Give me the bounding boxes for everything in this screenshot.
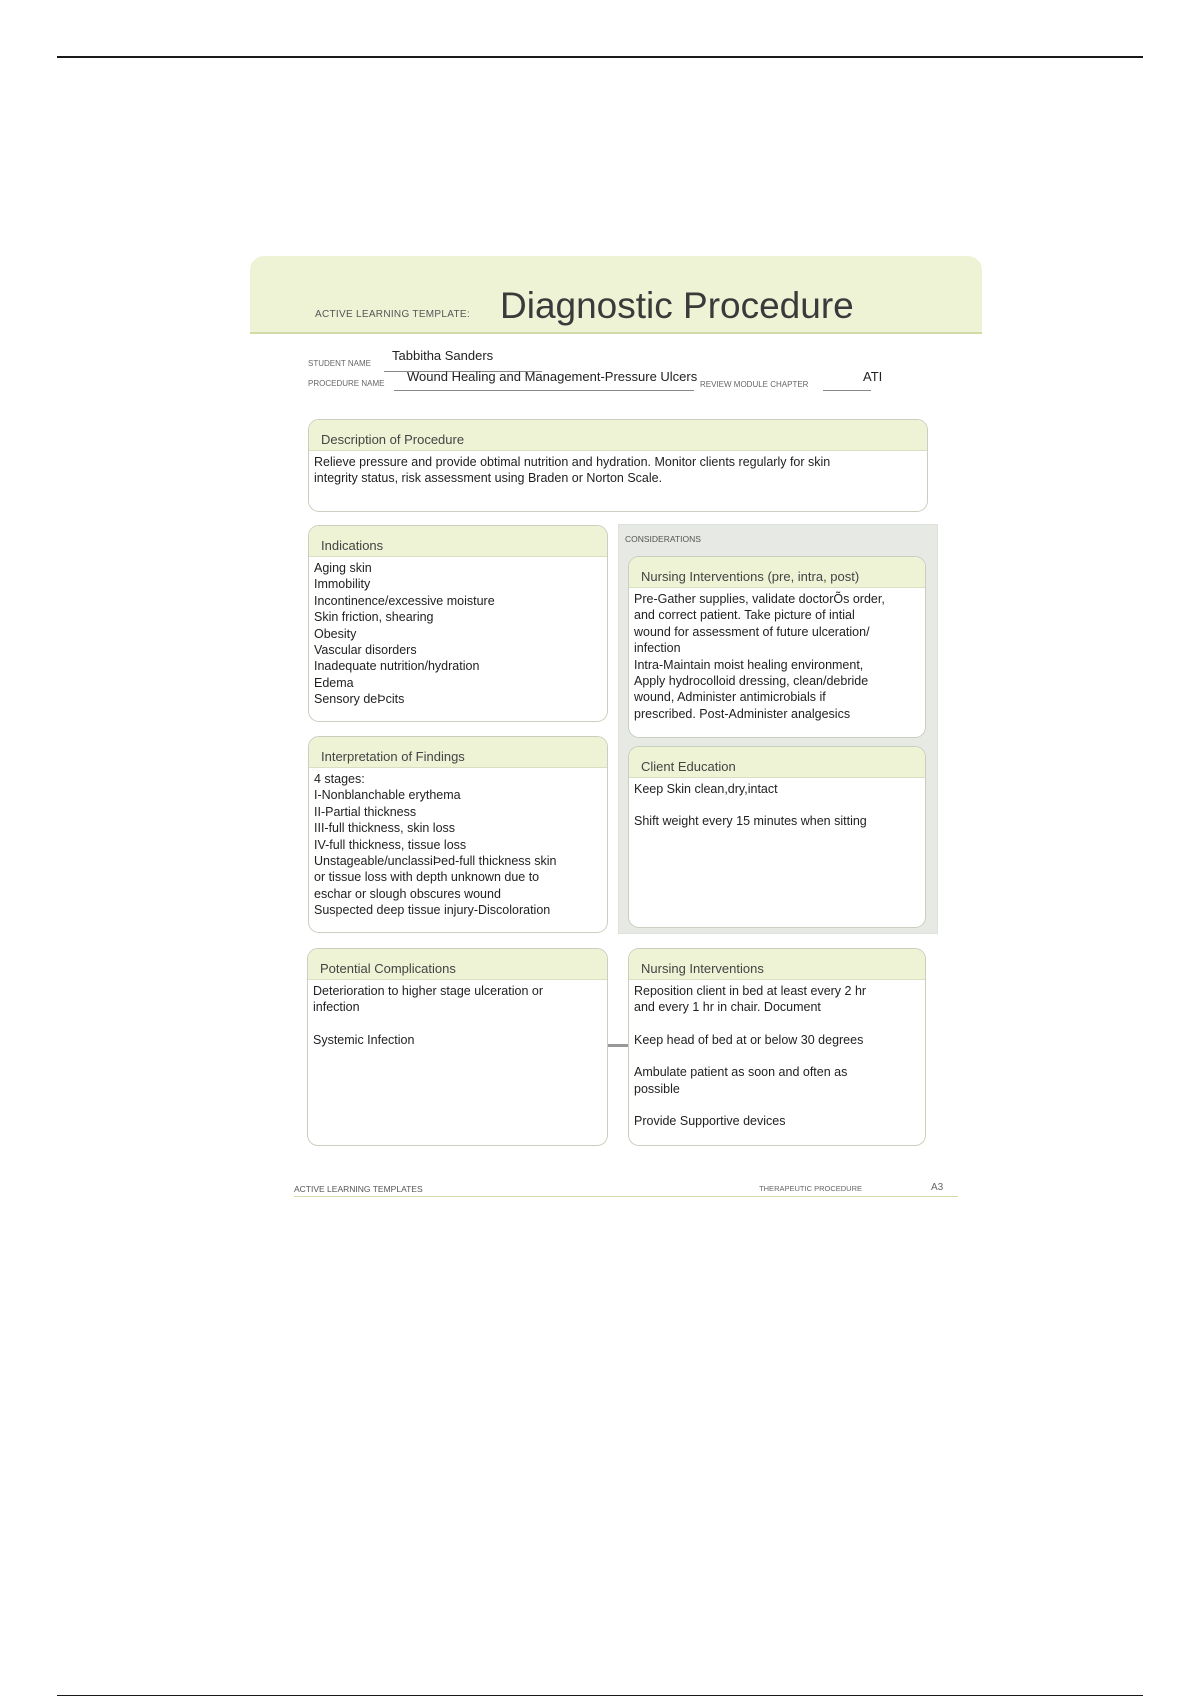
line-gap — [634, 797, 921, 813]
description-body — [309, 451, 927, 487]
indication-item: Inadequate nutrition/hydration — [314, 659, 480, 674]
indications-title: Indications — [309, 526, 607, 557]
client-education-line: Keep Skin clean,dry,intact — [634, 782, 778, 796]
description-box — [308, 419, 928, 512]
nursing-pre-line: wound for assessment of future ulceration/ — [634, 624, 870, 639]
client-education-body — [629, 778, 925, 830]
review-module-line — [823, 390, 871, 391]
nursing-pre-line: Pre-Gather supplies, validate doctorÕs order, — [634, 592, 885, 606]
client-education-line: Shift weight every 15 minutes when sitting — [634, 814, 867, 829]
footer-right-label: THERAPEUTIC PROCEDURE — [759, 1184, 862, 1193]
indication-item: Immobility — [314, 577, 371, 592]
procedure-name-value[interactable]: Wound Healing and Management-Pressure Ulcers — [407, 369, 698, 384]
review-module-value[interactable]: ATI — [863, 369, 883, 384]
client-education-title: Client Education — [629, 747, 925, 778]
complications-title: Potential Complications — [308, 949, 607, 980]
line-gap — [634, 1048, 921, 1064]
interpretation-line: or tissue loss with depth unknown due to — [314, 870, 540, 885]
indications-body — [309, 557, 607, 708]
template-header — [250, 256, 982, 334]
indications-box — [308, 525, 608, 722]
nursing-pre-line: wound, Administer antimicrobials if — [634, 690, 826, 705]
nursing-interventions-title: Nursing Interventions — [629, 949, 925, 980]
interpretation-line: IV-full thickness, tissue loss — [314, 837, 467, 852]
procedure-name-line — [394, 390, 694, 391]
line-gap — [634, 1097, 921, 1113]
complications-body — [308, 980, 607, 1048]
template-label: ACTIVE LEARNING TEMPLATE: — [315, 309, 470, 320]
nursing-intervention-line: Provide Supportive devices — [634, 1114, 786, 1129]
interpretation-line: 4 stages: — [314, 772, 365, 786]
top-rule — [57, 56, 1143, 58]
nursing-intervention-line: possible — [634, 1081, 680, 1096]
student-name-label: STUDENT NAME — [308, 359, 371, 368]
indication-item: Aging skin — [314, 561, 372, 575]
footer-page-number: A3 — [931, 1182, 944, 1193]
nursing-pre-intra-post-box — [628, 556, 926, 738]
nursing-interventions-body — [629, 980, 925, 1129]
footer-rule — [294, 1196, 958, 1197]
indication-item: Sensory deÞcits — [314, 692, 405, 707]
nursing-interventions-box — [628, 948, 926, 1146]
nursing-intervention-line: Keep head of bed at or below 30 degrees — [634, 1032, 864, 1047]
bottom-rule — [57, 1695, 1143, 1696]
nursing-intervention-line: Ambulate patient as soon and often as — [634, 1065, 848, 1080]
client-education-box — [628, 746, 926, 928]
interpretation-line: Suspected deep tissue injury-Discoloration — [314, 903, 551, 918]
interpretation-line: eschar or slough obscures wound — [314, 886, 501, 901]
interpretation-line: I-Nonblanchable erythema — [314, 788, 461, 803]
nursing-intervention-line: and every 1 hr in chair. Document — [634, 1000, 821, 1015]
student-name-value[interactable]: Tabbitha Sanders — [392, 348, 494, 363]
review-module-label: REVIEW MODULE CHAPTER — [700, 380, 809, 389]
connector-line — [608, 1044, 630, 1047]
indication-item: Vascular disorders — [314, 643, 417, 658]
template-sheet — [250, 256, 982, 1202]
nursing-intervention-line: Reposition client in bed at least every 2 hr — [634, 984, 867, 998]
line-gap — [634, 1016, 921, 1032]
indication-item: Skin friction, shearing — [314, 610, 434, 625]
interpretation-line: II-Partial thickness — [314, 804, 417, 819]
line-gap — [313, 1016, 603, 1032]
interpretation-box — [308, 736, 608, 933]
nursing-pre-line: and correct patient. Take picture of intial — [634, 608, 855, 623]
interpretation-line: Unstageable/unclassiÞed-full thickness skin — [314, 854, 557, 869]
footer-left-label: ACTIVE LEARNING TEMPLATES — [294, 1184, 423, 1194]
complications-box — [307, 948, 608, 1146]
template-title: Diagnostic Procedure — [500, 285, 854, 326]
nursing-pre-line: infection — [634, 641, 681, 656]
complication-line: infection — [313, 1000, 360, 1015]
interpretation-title: Interpretation of Findings — [309, 737, 607, 768]
interpretation-body — [309, 768, 607, 919]
nursing-pre-intra-post-title: Nursing Interventions (pre, intra, post) — [629, 557, 925, 588]
indication-item: Obesity — [314, 626, 357, 641]
description-line: Relieve pressure and provide obtimal nutrition and hydration. Monitor clients regularly for skin — [314, 455, 831, 469]
complication-line: Deterioration to higher stage ulceration or — [313, 984, 543, 998]
interpretation-line: III-full thickness, skin loss — [314, 821, 456, 836]
nursing-pre-line: Intra-Maintain moist healing environment, — [634, 657, 864, 672]
nursing-pre-line: prescribed. Post-Administer analgesics — [634, 706, 851, 721]
nursing-pre-intra-post-body — [629, 588, 925, 722]
nursing-pre-line: Apply hydrocolloid dressing, clean/debride — [634, 674, 869, 689]
description-line: integrity status, risk assessment using Braden or Norton Scale. — [314, 471, 663, 486]
complication-line: Systemic Infection — [313, 1032, 415, 1047]
indication-item: Incontinence/excessive moisture — [314, 593, 495, 608]
indication-item: Edema — [314, 675, 354, 690]
procedure-name-label: PROCEDURE NAME — [308, 379, 385, 388]
considerations-label: CONSIDERATIONS — [625, 534, 701, 544]
description-title: Description of Procedure — [309, 420, 927, 451]
